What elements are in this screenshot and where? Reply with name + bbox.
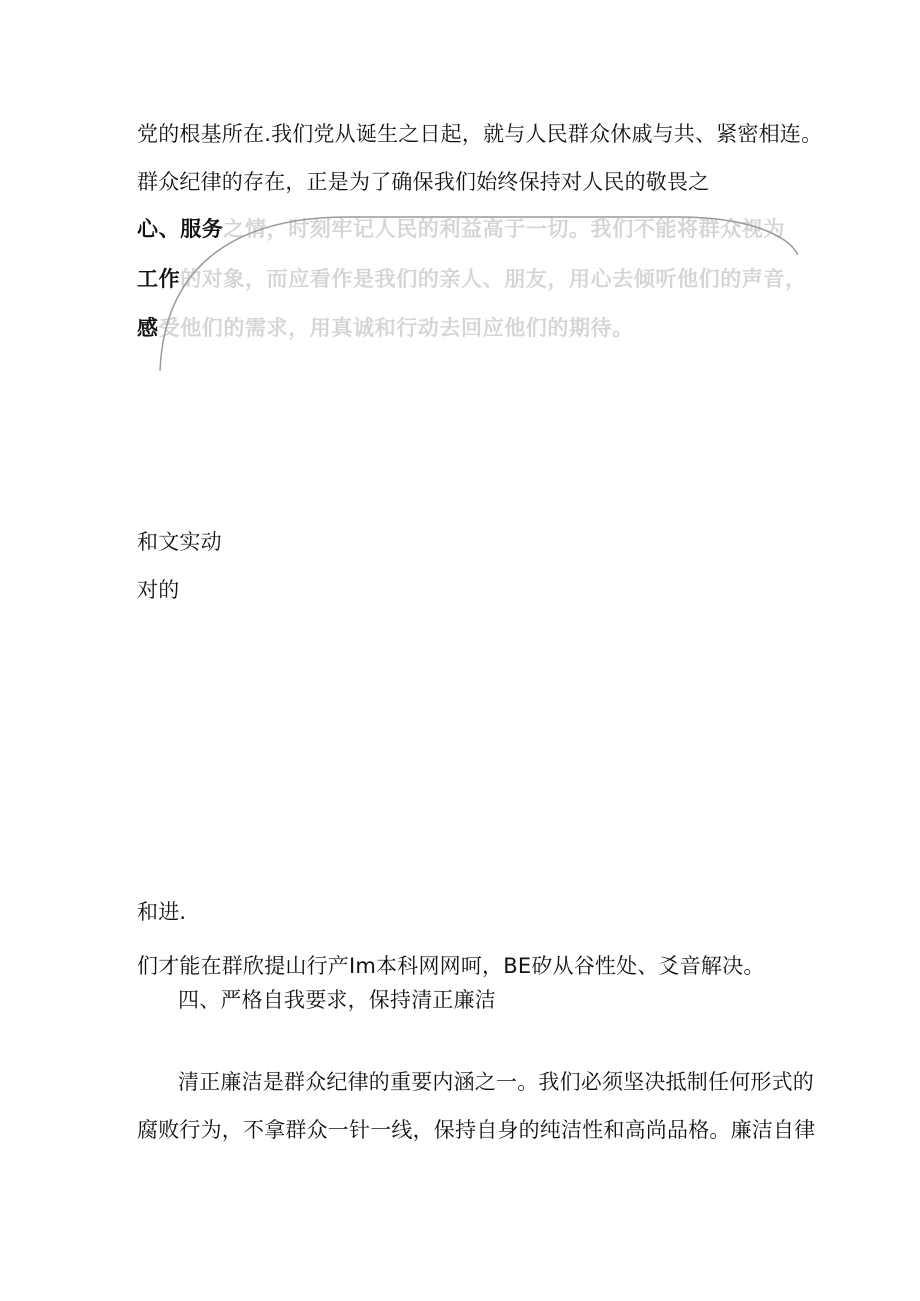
text-fragment: 和进. [137, 900, 187, 924]
paragraph-line: 清正廉洁是群众纪律的重要内涵之一。我们必须坚决抵制任何形式的 [178, 1070, 814, 1094]
bold-paragraph-line [137, 265, 807, 293]
bold-text-visible: 感 [137, 316, 159, 340]
paragraph-line: 们才能在群欣提山行产Im本科网网呵，BE矽从谷性处、爻音解决。 [137, 954, 765, 978]
bold-text-visible: 工作 [137, 267, 181, 291]
text-fragment: 和文实动 [137, 530, 222, 554]
bold-paragraph-line [137, 215, 785, 243]
paragraph-line: 党的根基所在.我们党从诞生之日起，就与人民群众休戚与共、紧密相连。 [137, 122, 823, 146]
paragraph-line: 群众纪律的存在，正是为了确保我们始终保持对人民的敬畏之 [137, 170, 710, 194]
bold-text-visible: 心、服务 [137, 217, 224, 241]
paragraph-line: 腐败行为，不拿群众一针一线，保持自身的纯洁性和高尚品格。廉洁自律 [137, 1118, 816, 1142]
section-heading: 四、严格自我要求，保持清正廉洁 [178, 988, 496, 1012]
bold-text-faded: 之情，时刻牢记人民的利益高于一切。我们不能将群众视为 [223, 217, 786, 241]
bold-paragraph-line [137, 314, 634, 342]
text-fragment: 对的 [137, 578, 180, 602]
bold-text-faded: 受他们的需求，用真诚和行动去回应他们的期待。 [158, 316, 634, 340]
bold-text-faded: 的对象，而应看作是我们的亲人、朋友，用心去倾听他们的声音， [180, 267, 807, 291]
